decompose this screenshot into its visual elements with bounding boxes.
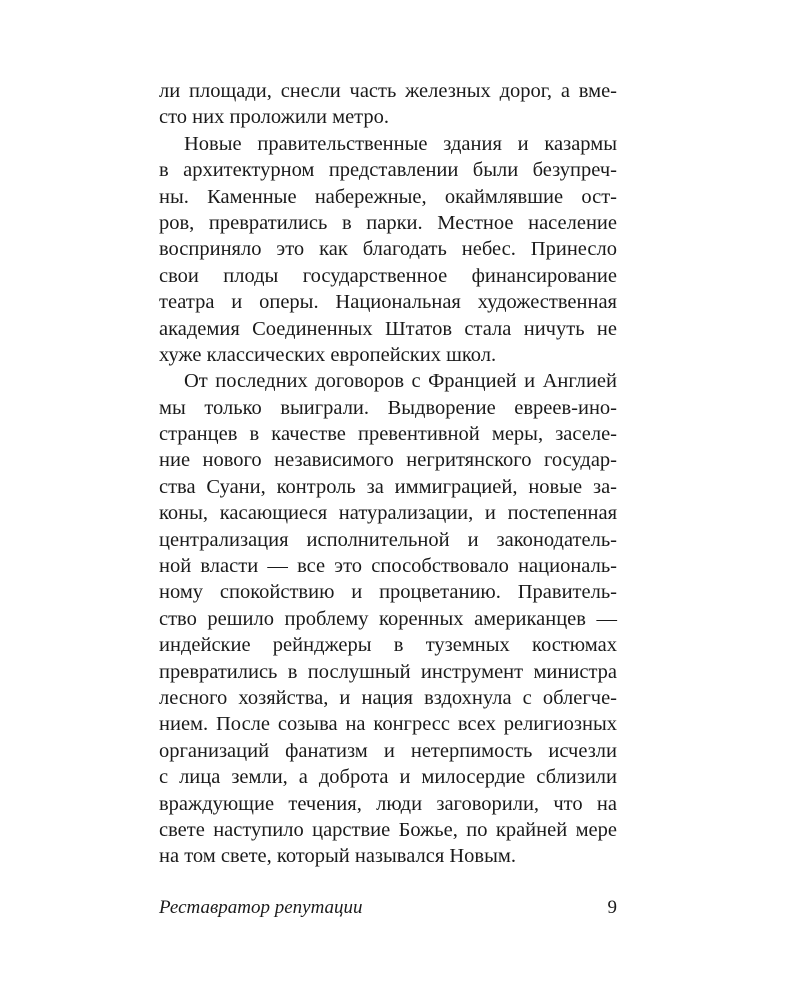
text-line: ному спокойствию и процветанию. Правитель- <box>159 581 617 604</box>
text-line: ров, превратились в парки. Местное население <box>159 211 617 234</box>
text-line: индейские рейнджеры в туземных костюмах <box>159 634 617 657</box>
text-line: ны. Каменные набережные, окаймлявшие ост- <box>159 185 617 208</box>
text-line: театра и оперы. Национальная художественная <box>159 291 617 314</box>
text-line: коны, касающиеся натурализации, и постепенная <box>159 502 617 525</box>
text-line: свои плоды государственное финансирование <box>159 264 617 287</box>
text-line: на том свете, который назывался Новым. <box>159 845 516 868</box>
text-line: превратились в послушный инструмент министра <box>159 660 617 683</box>
page-footer <box>159 897 617 923</box>
body-text <box>159 78 617 870</box>
text-line: с лица земли, а доброта и милосердие сблизили <box>159 766 617 789</box>
text-line: нием. После созыва на конгресс всех религиозных <box>159 713 617 736</box>
running-title: Реставратор репутации <box>159 897 363 918</box>
text-line: ние нового независимого негритянского государ- <box>159 449 617 472</box>
text-line: свете наступило царствие Божье, по крайней мере <box>159 818 617 841</box>
text-line: академия Соединенных Штатов стала ничуть не <box>159 317 617 340</box>
text-line-paragraph-start: Новые правительственные здания и казармы <box>184 132 617 155</box>
text-line: мы только выиграли. Выдворение евреев-ино- <box>159 396 617 419</box>
text-line: ли площади, снесли часть железных дорог, а вме- <box>159 80 617 102</box>
text-line: ной власти — все это способствовало националь- <box>159 555 617 578</box>
text-line: ства Суани, контроль за иммиграцией, новые за- <box>159 475 617 498</box>
text-line: странцев в качестве превентивной меры, заселе- <box>159 423 617 446</box>
text-line: в архитектурном представлении были безупреч- <box>159 159 617 182</box>
text-line: лесного хозяйства, и нация вздохнула с облегче- <box>159 686 617 709</box>
text-line: враждующие течения, люди заговорили, что на <box>159 792 617 815</box>
text-line: централизация исполнительной и законодатель- <box>159 528 617 551</box>
text-line: организаций фанатизм и нетерпимость исчезли <box>159 739 617 762</box>
text-line: ство решило проблему коренных американцев — <box>159 607 617 630</box>
text-line: хуже классических европейских школ. <box>159 343 497 366</box>
text-line: сто них проложили метро. <box>159 106 390 129</box>
text-line-paragraph-start: От последних договоров с Францией и Англией <box>184 370 617 393</box>
text-line: восприняло это как благодать небес. Принесло <box>159 238 617 261</box>
page-number: 9 <box>607 897 617 918</box>
